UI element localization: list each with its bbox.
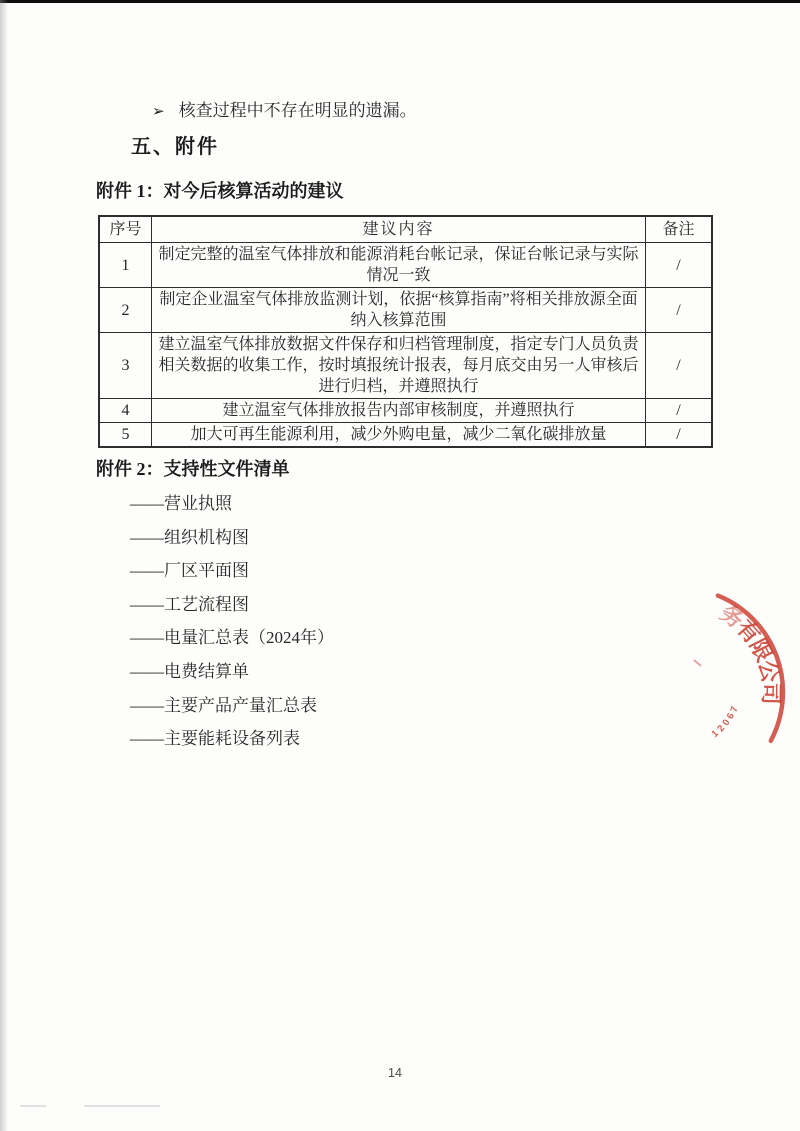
conclusion-bullet <box>152 99 417 123</box>
dash-prefix: —— <box>130 594 164 614</box>
stamp-digit: 0 <box>720 717 733 728</box>
list-item-label: 主要能耗设备列表 <box>164 729 300 749</box>
list-item-label: 厂区平面图 <box>164 561 249 581</box>
scan-edge-left <box>0 0 8 1131</box>
scan-smudge <box>84 1105 160 1107</box>
section-heading: 五、附件 <box>131 136 219 158</box>
list-item-label: 营业执照 <box>164 494 232 513</box>
list-item-label: 电量汇总表（2024年） <box>164 628 334 648</box>
arrow-bullet-icon: ➢ <box>152 102 165 120</box>
page-number: 14 <box>388 1066 402 1080</box>
dash-prefix: —— <box>130 729 164 749</box>
list-item <box>130 655 334 689</box>
list-item <box>130 722 334 756</box>
attachment1-title: 附件 1：对今后核算活动的建议 <box>96 181 344 201</box>
list-item-label: 主要产品产量汇总表 <box>164 695 317 715</box>
list-item-label: 电费结算单 <box>164 661 249 681</box>
table-row <box>99 423 712 448</box>
row-no-cell: 2 <box>99 288 152 333</box>
remark-cell: / <box>646 243 713 288</box>
dash-prefix: —— <box>130 561 164 581</box>
remark-cell: / <box>646 399 713 423</box>
list-item <box>130 554 334 588</box>
suggestion-cell: 制定企业温室气体排放监测计划，依据“核算指南”将相关排放源全面纳入核算范围 <box>152 288 646 333</box>
row-no-cell: 3 <box>99 333 152 399</box>
scan-edge-top <box>0 0 800 3</box>
remark-cell: / <box>646 333 713 399</box>
table-row <box>99 243 712 288</box>
remark-cell: / <box>646 288 713 333</box>
stamp-char: 有 <box>731 615 766 649</box>
suggestions-table <box>98 215 713 448</box>
dash-prefix: —— <box>130 661 164 681</box>
header-no: 序号 <box>99 216 152 243</box>
conclusion-text: 核查过程中不存在明显的遗漏。 <box>178 101 417 120</box>
dash-prefix: —— <box>130 527 164 547</box>
stamp-char: 司 <box>758 682 784 705</box>
table-row <box>99 288 712 333</box>
stamp-char: 限 <box>744 634 778 666</box>
attachment2-title: 附件 2：支持性文件清单 <box>96 459 290 479</box>
dash-prefix: —— <box>130 494 164 513</box>
dash-prefix: —— <box>130 628 164 648</box>
suggestion-cell: 建立温室气体排放报告内部审核制度，并遵照执行 <box>152 399 646 423</box>
row-no-cell: 4 <box>99 399 152 423</box>
list-item <box>130 588 334 622</box>
table-row <box>99 399 712 423</box>
stamp-digit: 6 <box>724 711 738 721</box>
stamp-digit: 7 <box>728 705 741 714</box>
dash-prefix: —— <box>130 695 164 715</box>
suggestion-cell: 加大可再生能源利用，减少外购电量，减少二氧化碳排放量 <box>152 423 646 448</box>
row-no-cell: 5 <box>99 423 152 448</box>
list-item <box>130 621 334 655</box>
list-item-label: 工艺流程图 <box>164 594 249 614</box>
remark-cell: / <box>646 423 713 448</box>
list-item <box>130 689 334 723</box>
stamp-char: 公 <box>753 657 784 685</box>
list-item <box>130 487 334 521</box>
stamp-ink-speck <box>694 660 701 666</box>
header-remark: 备注 <box>646 216 713 243</box>
supporting-documents-list <box>130 487 334 756</box>
suggestion-cell: 制定完整的温室气体排放和能源消耗台帐记录，保证台帐记录与实际情况一致 <box>152 243 646 288</box>
table-row <box>99 333 712 399</box>
stamp-digit: 1 <box>709 728 721 740</box>
list-item-label: 组织机构图 <box>164 527 249 547</box>
stamp-ring-arc <box>715 596 783 741</box>
suggestion-cell: 建立温室气体排放数据文件保存和归档管理制度，指定专门人员负责相关数据的收集工作，按时填报统计报表，每月底交由另一人审核后进行归档，并遵照执行 <box>152 333 646 399</box>
table-header-row <box>99 216 712 243</box>
header-content: 建议内容 <box>152 216 646 243</box>
stamp-char: 务 <box>715 600 748 634</box>
stamp-digit: 2 <box>715 723 728 735</box>
row-no-cell: 1 <box>99 243 152 288</box>
list-item <box>130 521 334 555</box>
scan-smudge <box>20 1105 46 1107</box>
